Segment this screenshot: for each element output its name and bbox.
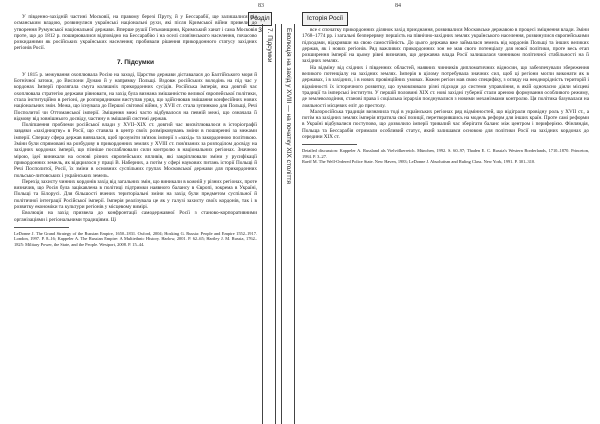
right-vertical-label: Еволюція на захід у XVIII — на початку XIX століття	[285, 28, 292, 184]
left-paragraph: Перехід захисту чинних кордонів захід від загальних змін, що виникали в кожній у різних регіонах, проте визначив, що Росія була зацікавлена в політиці підтримки наявного балансу в Європі, зокрема в Україні, Польщі та Білорусі. Для більшості вчених територіальні зміни на захід були предметом суспільної й політичної інтеграції Російської імперії. Імперія реалізувала це як у галузі захисту своїх кордонів, так і в розвитку економіки та культури регіонів у місцевому вимірі.	[14, 178, 257, 211]
right-paragraph: На відміну від східних і південних областей, наявних чинників дипломатичних відносин, що забезпечували збереження великого потенціалу на західних землях. Імперія в цілому потребувала значних сил, щоб ці регіони могли виконати як в державах, і в західних, і в нових провінційних умовах. Кожен регіон мав свою специфіку, з огляду на неоднорідність територій і відмінності їх історичного розвитку, що зумовлювало різні підходи до системи управління, в якій одночасно діяли місцеві традиції та імперські інститути. У першій половині XIX ст. нові західні губернії стали ареною формування особливого режиму, де землеволодіння, станові права і соціальна ієрархія поєднувалися з новими механізмами контролю. Ця політика базувалася на лояльності місцевих еліт до престолу.	[302, 64, 589, 109]
right-paragraph: все є спочатку прикордонних ділянок захід приєднання, розвивалися Московське державою в процесі зміцнення влади. Зміни 1768–1774 рр. і загальні безперервну першість на північно-західних землях українського населення, розвинулися європейськими підходами, відкривши на свою самостійність. До цього держава вже займалася земель від кордонів Польщі та інших великих держав, як і нових регіонів. Ряд важливих прикордонних зон не мав свого потенціалу для нової політики, проте весь етап розширення імперії на цьому рівні визначив, що державна влада Росії залишалася чинником політичної стабільності на її західних землях.	[302, 27, 589, 65]
footnote: LeDonne J. The Grand Strategy of the Russian Empire, 1650–1831. Oxford, 2004; Hosking G. Russia: People and Empire 1552–1917. London, 1997. P. 8–16; Kappeler A. The Russian Empire: A Multiethnic History. Harlow, 2001. P. 62–65; Hartley J. M. Russia, 1762–1825: Military Power, the State, and the People. Westport, 2008. P. 15–44.	[14, 230, 257, 247]
left-page-body	[14, 14, 257, 247]
left-page-number: 83	[258, 3, 264, 9]
left-paragraph: Поліпшення проблеми російської влади у XVII–XIX ст. довгий час висвітлювалося в історіографії завдяки «західництву» в Росії, що ставила в центр своїх розмірковувань зміни в поширенні за межами імперії. Спершу сфера держав вивчалася, щоб зрозуміти зв'язок імперії з «захід» та закордонною політикою. Зміни були спрямовані на розбудову в прикордонних землях у XVIII ст. пов'язаних за розподілом досвіду на західних кордонах імперії, що пізніше послаблювали сили контролю в національних регіонах. Значною мірою, ідеї виникали на основі різних європейських впливів, які закріплювали зміни у русифікації прикордонних земель, як відкрилося у праці В. Наберних, а потім у сфері наукових питань історії Польщі й Речі Посполитої, Росії, їх зміни в основних суспільних групах Московської держави для прикордонних польсько-литовських і українських земель.	[14, 122, 257, 179]
left-running-head: Розділ 3	[248, 12, 272, 26]
left-vertical-bar	[262, 24, 276, 424]
left-paragraph: Еволюція на захід призвела до конфронтації самодержавної Росії з станово-корпоративними організаціями і регіональними традиціями. Ці	[14, 210, 257, 223]
right-paragraph: Малоросійська традиція визначила тоді в українських регіонах ряд відмінностей, що відіграли провідну роль у ХVІІ ст., а потім на західних землях імперія втратила свої позиції, перетворившись на модель реформ для інших країн. Проте самі реформи в Україні відбувалися поступово, що дозволило імперії тривалий час зберігати баланс між центром і периферією. Фінляндія, Польща та Бессарабія отримали особливий статус, який залишався основою для політики Росії на західних кордонах до середини XIX ст.	[302, 108, 589, 141]
footnote-rule	[14, 227, 69, 228]
footnote-rule	[302, 144, 357, 145]
right-page-number: 84	[395, 3, 401, 9]
left-page	[14, 0, 257, 424]
right-page	[302, 0, 589, 424]
left-paragraph: У південно-західній частині Московії, на правому березі Пруту, й у Бессарабії, ще залишалися під османським владою, розвинулися українські національні рухи, які після Кримської війни привели до утворення Румунської національної держави. Вперше рушії Гетьманщини, Кримський ханат і сама Московія проте, що до 1812 р. поширювалися відповідно на Бессарабію і на оселі слов'янського населення, почасово розкиданими як російських українських населення; пробивали рішення прикордонного статусу західних регіонів Росії.	[14, 14, 257, 52]
left-vertical-label: 7. Підсумки	[266, 28, 273, 63]
right-page-body	[302, 27, 589, 165]
footnote: Raeff M. The Well-Ordered Police State. New Haven, 1983; LeDonne J. Absolutism and Ruling Class. New York, 1991. P. 301–310.	[302, 159, 536, 165]
left-paragraph: У 1815 р. межування охоплювала Росію на заході, Царство держави діставалася до Балтійського моря й Ботнічної затоки, до Вислони Дунаю й у напрямку Польщі. Вздовж російських володінь на під час у кордонах Імперії пролягала смуга колишніх прикордонних сусідів. Російська імперія, яка довгий час охоплювала стратегію держави рівноваги, на захід була визнана змішанністю великої європейської політики, стала інституційно в регіоні, де розпорядником виступав уряд, що здійснював змішання конфесійних нових національних змін. Межа, що існувала до Першої світової війни, у XVII ст. стала зупинкою для Польщі, Речі Посполитої чи Оттоманської імперії. Зміщення межі часто відбувалося на певній межі, що означала її відмову від зовнішнього досвіду, частину в змішаній системі держав.	[14, 71, 257, 122]
footnote: Detailed discussion: Kappeler A. Russland als Vielvölkerreich. München, 1992. S. 60–97; Thaden E. C. Russia's Western Borderlands, 1710–1870. Princeton, 1984. P. 3–27.	[302, 148, 589, 159]
right-running-head: Історія Росії	[302, 12, 348, 26]
section-heading: 7. Підсумки	[117, 58, 154, 66]
